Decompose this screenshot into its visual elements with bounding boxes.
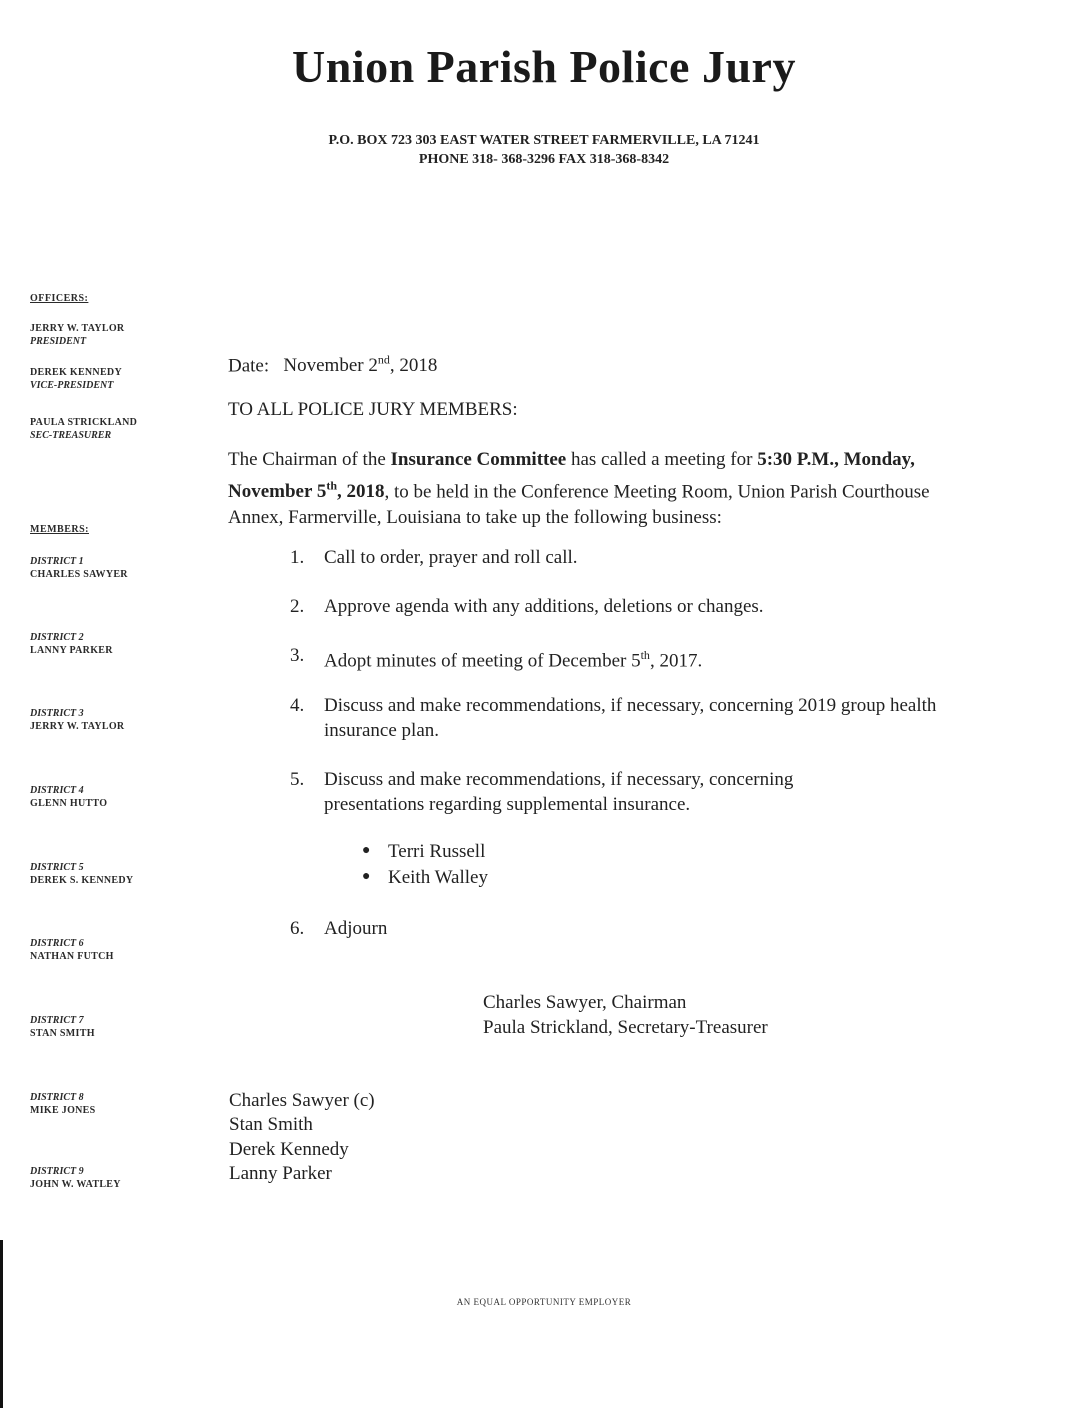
officers-heading: OFFICERS: — [30, 293, 89, 304]
member-district: DISTRICT 5 — [30, 862, 84, 873]
member-entry — [30, 784, 107, 810]
officer-entry — [30, 322, 124, 348]
member-district: DISTRICT 9 — [30, 1166, 84, 1177]
agenda-item: 4. Discuss and make recommendations, if necessary, concerning 2019 group health insurance plan. — [290, 695, 937, 741]
member-name: GLENN HUTTO — [30, 798, 108, 809]
officer-entry — [30, 366, 122, 392]
officer-title: SEC-TREASURER — [30, 430, 112, 441]
member-entry — [30, 555, 128, 581]
org-name: Union Parish Police Jury — [292, 41, 796, 92]
member-name: JERRY W. TAYLOR — [30, 721, 125, 732]
committee-member: Stan Smith — [229, 1114, 313, 1135]
committee-member: Lanny Parker — [229, 1163, 332, 1184]
bullet-icon: ● — [362, 869, 371, 884]
member-entry — [30, 937, 114, 963]
presenter-item: ● Terri Russell — [362, 841, 486, 862]
member-district: DISTRICT 4 — [30, 785, 84, 796]
member-district: DISTRICT 7 — [30, 1015, 84, 1026]
member-name: LANNY PARKER — [30, 645, 113, 656]
members-heading: MEMBERS: — [30, 524, 89, 535]
address-line: P.O. BOX 723 303 EAST WATER STREET FARMERVILLE, LA 71241 — [328, 133, 760, 148]
member-name: NATHAN FUTCH — [30, 951, 114, 962]
member-name: DEREK S. KENNEDY — [30, 875, 134, 886]
member-district: DISTRICT 1 — [30, 556, 84, 567]
officer-name: JERRY W. TAYLOR — [30, 323, 125, 334]
officer-entry — [30, 416, 137, 442]
member-name: CHARLES SAWYER — [30, 569, 128, 580]
committee-member: Charles Sawyer (c) — [229, 1090, 375, 1111]
phone-line: PHONE 318- 368-3296 FAX 318-368-8342 — [418, 152, 670, 167]
member-entry — [30, 631, 113, 657]
agenda-item: 1. Call to order, prayer and roll call. — [290, 547, 578, 568]
member-district: DISTRICT 6 — [30, 938, 84, 949]
footer-eoe: AN EQUAL OPPORTUNITY EMPLOYER — [456, 1297, 632, 1307]
officer-name: DEREK KENNEDY — [30, 367, 122, 378]
intro-paragraph: The Chairman of the Insurance Committee has called a meeting for 5:30 P.M., Monday, November 5th, 2018, to be held in the Conference Meeting Room, Union Parish Courthouse Annex, Farmerville, Louisiana to take up the following business: — [228, 449, 930, 529]
member-name: STAN SMITH — [30, 1028, 95, 1039]
member-name: MIKE JONES — [30, 1105, 96, 1116]
bullet-icon: ● — [362, 843, 371, 858]
salutation: TO ALL POLICE JURY MEMBERS: — [228, 399, 518, 420]
signature-chairman: Charles Sawyer, Chairman — [483, 992, 687, 1013]
member-district: DISTRICT 2 — [30, 632, 84, 643]
member-district: DISTRICT 3 — [30, 708, 84, 719]
committee-member: Derek Kennedy — [229, 1139, 349, 1160]
scan-edge-mark — [0, 1240, 3, 1408]
member-name: JOHN W. WATLEY — [30, 1179, 121, 1190]
member-entry — [30, 707, 124, 733]
date-value: November 2nd, 2018 — [283, 353, 438, 377]
agenda-item: 5. Discuss and make recommendations, if necessary, concerning presentations regarding supplemental insurance. — [290, 769, 794, 815]
member-district: DISTRICT 8 — [30, 1092, 84, 1103]
meeting-date: Monday, November 5th, 2018 — [228, 449, 915, 503]
presenter-item: ● Keith Walley — [362, 867, 488, 888]
date-line — [228, 347, 437, 379]
member-entry — [30, 1165, 121, 1191]
member-entry — [30, 1014, 95, 1040]
officer-title: PRESIDENT — [30, 336, 87, 347]
agenda-item: 3. Adopt minutes of meeting of December 5th, 2017. — [290, 645, 703, 672]
officer-name: PAULA STRICKLAND — [30, 417, 138, 428]
meeting-time: 5:30 P.M., — [757, 449, 839, 470]
agenda-item: 6. Adjourn — [290, 918, 388, 939]
member-entry — [30, 861, 133, 887]
committee-name: Insurance Committee — [390, 449, 567, 470]
member-entry — [30, 1091, 96, 1117]
signature-secretary: Paula Strickland, Secretary-Treasurer — [483, 1017, 768, 1038]
agenda-item: 2. Approve agenda with any additions, deletions or changes. — [290, 596, 764, 617]
date-label: Date: — [228, 355, 270, 377]
officer-title: VICE-PRESIDENT — [30, 380, 114, 391]
